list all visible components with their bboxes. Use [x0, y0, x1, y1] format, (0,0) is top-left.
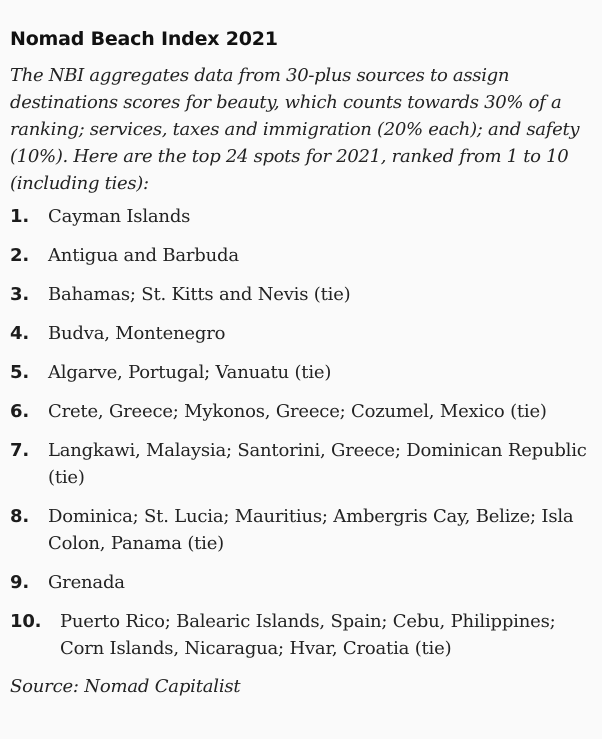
rank-entry: Cayman Islands	[48, 206, 191, 227]
page-title: Nomad Beach Index 2021	[10, 28, 278, 50]
rank-entry: Antigua and Barbuda	[48, 245, 239, 266]
list-item	[10, 503, 596, 557]
rank-entry: Budva, Montenegro	[48, 323, 226, 344]
rank-entry: Crete, Greece; Mykonos, Greece; Cozumel, Mexico (tie)	[48, 401, 547, 422]
intro-paragraph: The NBI aggregates data from 30-plus sources to assign destinations scores for beauty, which counts towards 30% of a ranking; services, taxes and immigration (20% each); and safety (10%). Here are the top 24 spots for 2021, ranked from 1 to 10 (including ties):	[10, 65, 580, 194]
rank-number: 9.	[10, 572, 29, 593]
rank-entry: Puerto Rico; Balearic Islands, Spain; Cebu, Philippines; Corn Islands, Nicaragua; Hvar, Croatia (tie)	[60, 611, 556, 659]
rank-entry: Langkawi, Malaysia; Santorini, Greece; Dominican Republic (tie)	[48, 440, 587, 488]
rank-number: 2.	[10, 245, 29, 266]
source-credit: Source: Nomad Capitalist	[10, 676, 241, 697]
list-item	[10, 437, 596, 491]
rank-number: 10.	[10, 611, 42, 632]
rank-entry: Dominica; St. Lucia; Mauritius; Ambergris Cay, Belize; Isla Colon, Panama (tie)	[48, 506, 574, 554]
list-item	[10, 281, 596, 308]
rank-number: 6.	[10, 401, 29, 422]
rank-number: 4.	[10, 323, 29, 344]
rank-number: 8.	[10, 506, 29, 527]
rank-number: 5.	[10, 362, 29, 383]
list-item	[10, 398, 596, 425]
rank-number: 7.	[10, 440, 29, 461]
rank-entry: Bahamas; St. Kitts and Nevis (tie)	[48, 284, 351, 305]
rank-number: 3.	[10, 284, 29, 305]
list-item	[10, 242, 596, 269]
ranking-list	[10, 203, 596, 662]
rank-number: 1.	[10, 206, 29, 227]
list-item	[10, 359, 596, 386]
list-item	[10, 608, 596, 662]
list-item	[10, 320, 596, 347]
list-item	[10, 203, 596, 230]
list-item	[10, 569, 596, 596]
rank-entry: Grenada	[48, 572, 125, 593]
rank-entry: Algarve, Portugal; Vanuatu (tie)	[48, 362, 332, 383]
article-container	[10, 26, 596, 718]
